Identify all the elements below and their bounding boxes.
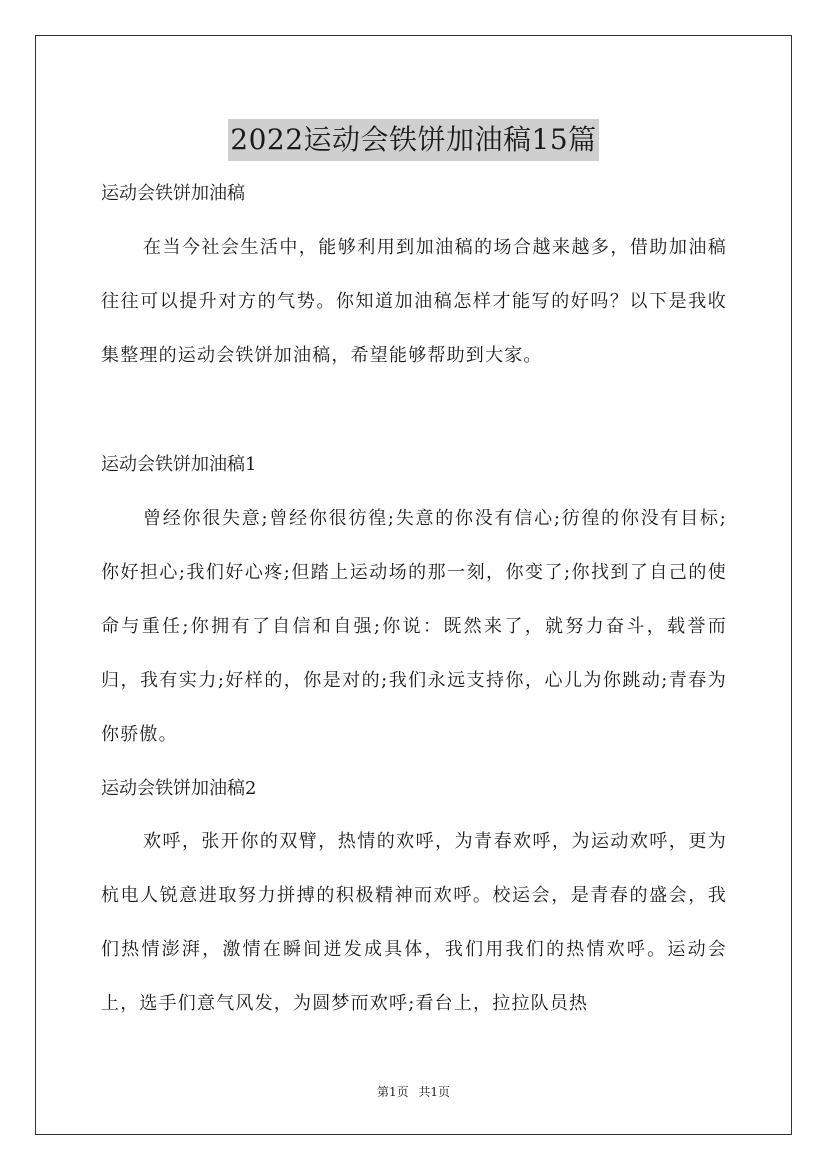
title-container	[0, 100, 827, 180]
intro-heading: 运动会铁饼加油稿	[101, 183, 245, 204]
section-2-heading: 运动会铁饼加油稿2	[101, 778, 257, 799]
page-total: 共1页	[418, 1085, 451, 1099]
intro-paragraph: 在当今社会生活中，能够利用到加油稿的场合越来越多，借助加油稿往往可以提升对方的气势。你知道加油稿怎样才能写的好吗？以下是我收集整理的运动会铁饼加油稿，希望能够帮助到大家。	[101, 237, 727, 366]
section-2-paragraph: 欢呼，张开你的双臂，热情的欢呼，为青春欢呼，为运动欢呼，更为杭电人锐意进取努力拼搏的积极精神而欢呼。校运会，是青春的盛会，我们热情澎湃，激情在瞬间迸发成具体，我们用我们的热情欢呼。运动会上，选手们意气风发，为圆梦而欢呼;看台上，拉拉队员热	[101, 831, 727, 1014]
section-1-paragraph: 曾经你很失意;曾经你很彷徨;失意的你没有信心;彷徨的你没有目标;你好担心;我们好心疼;但踏上运动场的那一刻，你变了;你找到了自己的使命与重任;你拥有了自信和自强;你说：既然来了，就努力奋斗，载誉而归，我有实力;好样的，你是对的;我们永远支持你，心儿为你跳动;青春为你骄傲。	[101, 508, 727, 745]
page-number: 第1页	[376, 1085, 409, 1099]
document-title: 2022运动会铁饼加油稿15篇	[228, 119, 598, 161]
page-footer	[0, 1084, 827, 1100]
section-1-heading: 运动会铁饼加油稿1	[101, 454, 257, 475]
